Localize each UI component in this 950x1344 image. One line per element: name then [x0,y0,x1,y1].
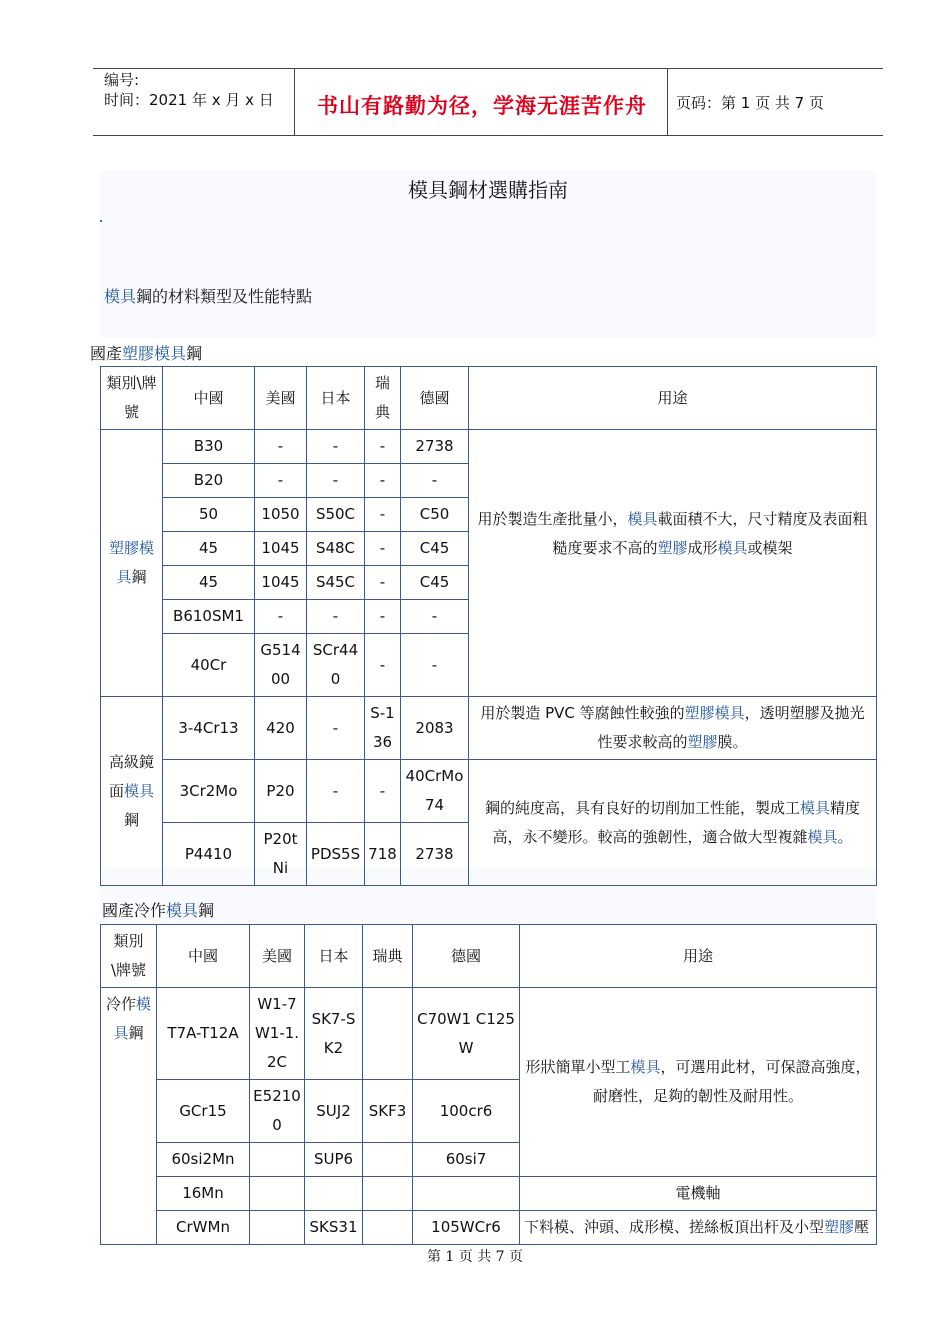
usage-text: 用於製造 PVC 等腐蝕性較強的 [480,704,685,722]
japan-cell: PDS5S [307,823,365,886]
sweden-cell: - [365,600,401,634]
usage-cell [469,697,877,760]
usage-link[interactable]: 塑膠 [687,733,718,751]
caption-text: 鋼 [186,344,203,363]
china-cell: 45 [163,566,255,600]
category-text: 鋼 [128,1024,144,1042]
usa-cell: 420 [255,697,307,760]
usage-text: 壓 [854,1218,870,1236]
china-cell: 60si2Mn [157,1143,250,1177]
germany-cell: 40CrMo74 [401,760,469,823]
category-link[interactable]: 塑膠模具 [108,539,154,586]
header-cell: 瑞典 [365,367,401,430]
usage-text: ，可選用此材，可保證高強度，耐磨性，足夠的韌性及耐用性。 [592,1058,871,1105]
plastic-mold-steel-table [100,366,877,886]
usage-text: 鋼的純度高，具有良好的切削加工性能，製成工 [484,798,800,817]
germany-cell: 2738 [401,430,469,464]
category-cell [101,430,163,697]
header-cell: 日本 [305,925,363,988]
subtitle-text: 鋼的材料類型及性能特點 [136,287,313,306]
germany-cell: - [401,634,469,697]
japan-cell: SUP6 [305,1143,363,1177]
china-cell: 3-4Cr13 [163,697,255,760]
page-footer: 第 1 页 共 7 页 [426,1249,524,1265]
china-cell: 45 [163,532,255,566]
usa-cell: P20 [255,760,307,823]
japan-cell: - [307,697,365,760]
header-top-rule [93,68,883,69]
header-cell: 瑞典 [363,925,413,988]
table-header-row [101,367,877,430]
japan-cell: - [307,600,365,634]
header-cell: 類別\牌號 [101,367,163,430]
header-cell: 德國 [413,925,520,988]
caption-text: 國產 [90,344,123,363]
header-cell: 日本 [307,367,365,430]
usage-text: 或模架 [747,539,793,557]
sweden-cell [363,1143,413,1177]
usa-cell: W1-7 W1-1.2C [250,988,305,1080]
japan-cell: - [307,760,365,823]
germany-cell: 2083 [401,697,469,760]
sweden-cell [363,1211,413,1245]
category-cell [101,697,163,886]
japan-cell: SKS31 [305,1211,363,1245]
header-page-label: 页码：第 1 页 共 7 页 [676,94,824,112]
category-link[interactable]: 模具 [124,781,155,800]
germany-cell: C50 [401,498,469,532]
usage-text: 精度高，永不變形。較高的強韌性，適合做大型複雜 [492,798,861,846]
table-row [101,988,877,1080]
germany-cell: - [401,600,469,634]
usage-text: 形狀簡單小型工 [525,1058,631,1076]
sweden-cell: S-136 [365,697,401,760]
category-text: 鋼 [123,810,139,829]
japan-cell: S45C [307,566,365,600]
bullet-dot [100,220,102,222]
china-cell: 3Cr2Mo [163,760,255,823]
china-cell: P4410 [163,823,255,886]
usa-cell [250,1177,305,1211]
japan-cell: S50C [307,498,365,532]
sweden-cell: 718 [365,823,401,886]
table-row [101,697,877,760]
usa-cell: E52100 [250,1080,305,1143]
time-label: 时间：2021 年 x 月 x 日 [104,91,274,109]
caption-text: 國產冷作 [102,901,167,920]
usa-cell: 1045 [255,532,307,566]
category-text: 鋼 [131,568,147,586]
subtitle [104,284,312,307]
usage-link[interactable]: 模具 [807,827,838,846]
table-header-row [101,925,877,988]
usage-cell [469,430,877,697]
category-link[interactable]: 具 [113,1024,129,1042]
category-cell [101,988,157,1245]
subtitle-link[interactable]: 模具 [104,287,137,306]
header-cell: 美國 [255,367,307,430]
usa-cell: P20tNi [255,823,307,886]
sweden-cell: SKF3 [363,1080,413,1143]
japan-cell: SCr440 [307,634,365,697]
japan-cell [305,1177,363,1211]
sweden-cell: - [365,760,401,823]
usa-cell: G51400 [255,634,307,697]
usa-cell [250,1143,305,1177]
usage-text: 成形 [687,539,718,557]
table-row [101,1211,877,1245]
usage-text: 膜。 [717,733,748,751]
caption-link[interactable]: 塑膠模具 [122,344,187,363]
usage-link[interactable]: 塑膠 [824,1218,855,1236]
usage-text: ，透明塑膠及拋光性要求較高的 [597,704,865,751]
usage-link[interactable]: 模具 [627,510,658,528]
sweden-cell [363,1177,413,1211]
caption-link[interactable]: 模具 [166,901,199,920]
china-cell: B20 [163,464,255,498]
japan-cell: - [307,430,365,464]
header-bottom-rule [93,135,883,136]
usage-cell [520,1211,877,1245]
usage-cell: 電機軸 [520,1177,877,1211]
usage-cell [520,988,877,1177]
usage-link[interactable]: 塑膠 [657,539,688,557]
number-label: 编号: [104,71,140,89]
usage-text: 下料模、沖頭、成形模、搓絲板頂出杆及小型 [524,1218,825,1236]
usa-cell: - [255,430,307,464]
china-cell: CrWMn [157,1211,250,1245]
china-cell: B610SM1 [163,600,255,634]
china-cell: 50 [163,498,255,532]
sweden-cell: - [365,634,401,697]
usa-cell [250,1211,305,1245]
header-cell: 用途 [469,367,877,430]
category-text: 冷作 [105,995,136,1013]
usa-cell: - [255,464,307,498]
header-cell: 中國 [163,367,255,430]
table1-caption [90,341,202,364]
japan-cell: SK7-SK2 [305,988,363,1080]
sweden-cell: - [365,430,401,464]
document-title: 模具鋼材選購指南 [408,178,568,202]
table-row [101,760,877,823]
sweden-cell: - [365,464,401,498]
germany-cell: - [401,464,469,498]
china-cell: 40Cr [163,634,255,697]
germany-cell [413,1177,520,1211]
germany-cell: 60si7 [413,1143,520,1177]
china-cell: B30 [163,430,255,464]
header-meta [104,70,274,110]
germany-cell: C70W1 C125W [413,988,520,1080]
header-motto: 书山有路勤为径，学海无涯苦作舟 [317,94,647,118]
table2-caption [102,898,214,921]
table-row [101,1177,877,1211]
sweden-cell: - [365,566,401,600]
sweden-cell [363,988,413,1080]
usage-link[interactable]: 模具 [799,798,830,817]
japan-cell: SUJ2 [305,1080,363,1143]
category-link[interactable]: 模 [136,995,152,1013]
usage-text: 用於製造生產批量小， [477,510,628,528]
germany-cell: 2738 [401,823,469,886]
sweden-cell: - [365,498,401,532]
header-cell: 中國 [157,925,250,988]
sweden-cell: - [365,532,401,566]
usage-link[interactable]: 模具 [630,1058,661,1076]
germany-cell: C45 [401,532,469,566]
usage-link[interactable]: 模具 [717,539,748,557]
cold-work-mold-steel-table [100,924,877,1245]
header-cell: 德國 [401,367,469,430]
china-cell: T7A-T12A [157,988,250,1080]
caption-text: 鋼 [198,901,215,920]
usage-text: 。 [837,827,853,846]
header-cell: 用途 [520,925,877,988]
usage-link[interactable]: 塑膠模具 [684,704,745,722]
japan-cell: - [307,464,365,498]
usa-cell: 1050 [255,498,307,532]
germany-cell: C45 [401,566,469,600]
usa-cell: - [255,600,307,634]
category-text: 高級鏡面 [108,752,154,800]
header-cell: 類別\牌號 [101,925,157,988]
header-cell: 美國 [250,925,305,988]
china-cell: GCr15 [157,1080,250,1143]
china-cell: 16Mn [157,1177,250,1211]
table-row [101,430,877,464]
usa-cell: 1045 [255,566,307,600]
usage-cell [469,760,877,886]
header-divider [294,68,295,136]
germany-cell: 105WCr6 [413,1211,520,1245]
usage-text: 載面積不大，尺寸精度及表面粗糙度要求不高的 [552,510,868,557]
germany-cell: 100cr6 [413,1080,520,1143]
japan-cell: S48C [307,532,365,566]
